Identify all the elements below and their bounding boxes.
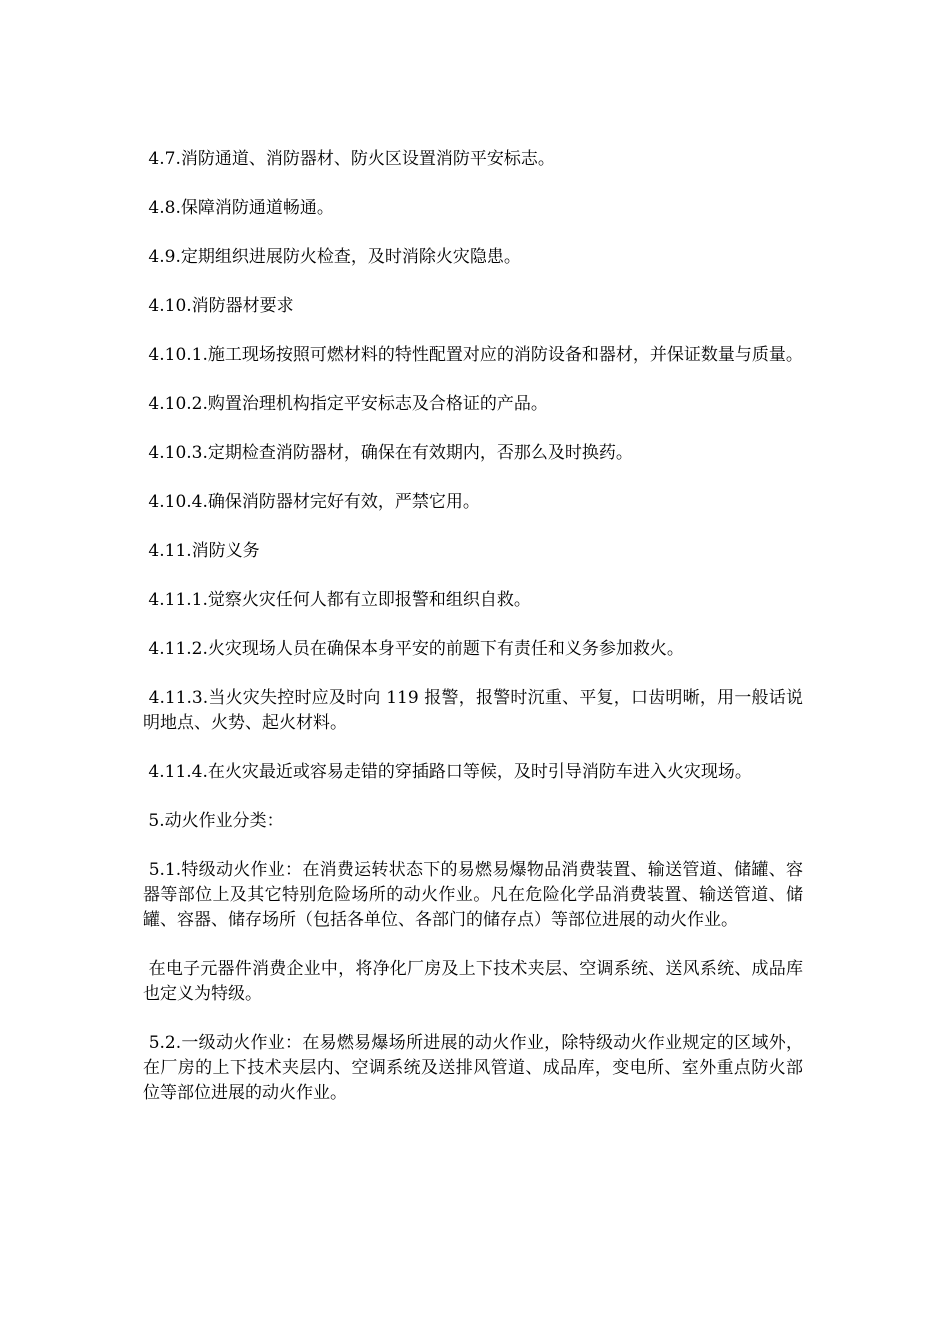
document-body (143, 147, 803, 1130)
paragraph-5-1: 5.1.特级动火作业：在消费运转状态下的易燃易爆物品消费装置、输送管道、储罐、容器等部位上及其它特别危险场所的动火作业。凡在危险化学品消费装置、输送管道、储罐、容器、储存场所（包括各单位、各部门的储存点）等部位进展的动火作业。 (143, 860, 803, 930)
paragraph-4-11-1: 4.11.1.觉察火灾任何人都有立即报警和组织自救。 (143, 590, 531, 610)
paragraph-4-11-2: 4.11.2.火灾现场人员在确保本身平安的前题下有责任和义务参加救火。 (143, 639, 684, 659)
paragraph-5-1-note: 在电子元器件消费企业中，将净化厂房及上下技术夹层、空调系统、送风系统、成品库也定义为特级。 (143, 959, 804, 1004)
paragraph-4-10: 4.10.消防器材要求 (143, 296, 294, 316)
paragraph-4-11-3: 4.11.3.当火灾失控时应及时向 119 报警，报警时沉重、平复，口齿明晰，用一般话说明地点、火势、起火材料。 (143, 688, 804, 733)
paragraph-4-11: 4.11.消防义务 (143, 541, 260, 561)
paragraph-4-7: 4.7.消防通道、消防器材、防火区设置消防平安标志。 (143, 149, 555, 169)
paragraph-4-8: 4.8.保障消防通道畅通。 (143, 198, 334, 218)
paragraph-4-9: 4.9.定期组织进展防火检查，及时消除火灾隐患。 (143, 247, 521, 267)
paragraph-4-10-3: 4.10.3.定期检查消防器材，确保在有效期内，否那么及时换药。 (143, 443, 633, 463)
paragraph-4-10-4: 4.10.4.确保消防器材完好有效，严禁它用。 (143, 492, 480, 512)
paragraph-4-10-2: 4.10.2.购置治理机构指定平安标志及合格证的产品。 (143, 394, 548, 414)
paragraph-5: 5.动火作业分类： (143, 811, 284, 831)
paragraph-4-11-4: 4.11.4.在火灾最近或容易走错的穿插路口等候，及时引导消防车进入火灾现场。 (143, 762, 752, 782)
paragraph-5-2: 5.2.一级动火作业：在易燃易爆场所进展的动火作业，除特级动火作业规定的区域外，在厂房的上下技术夹层内、空调系统及送排风管道、成品库，变电所、室外重点防火部位等部位进展的动火作业。 (143, 1033, 803, 1103)
paragraph-4-10-1: 4.10.1.施工现场按照可燃材料的特性配置对应的消防设备和器材，并保证数量与质量。 (143, 345, 803, 365)
